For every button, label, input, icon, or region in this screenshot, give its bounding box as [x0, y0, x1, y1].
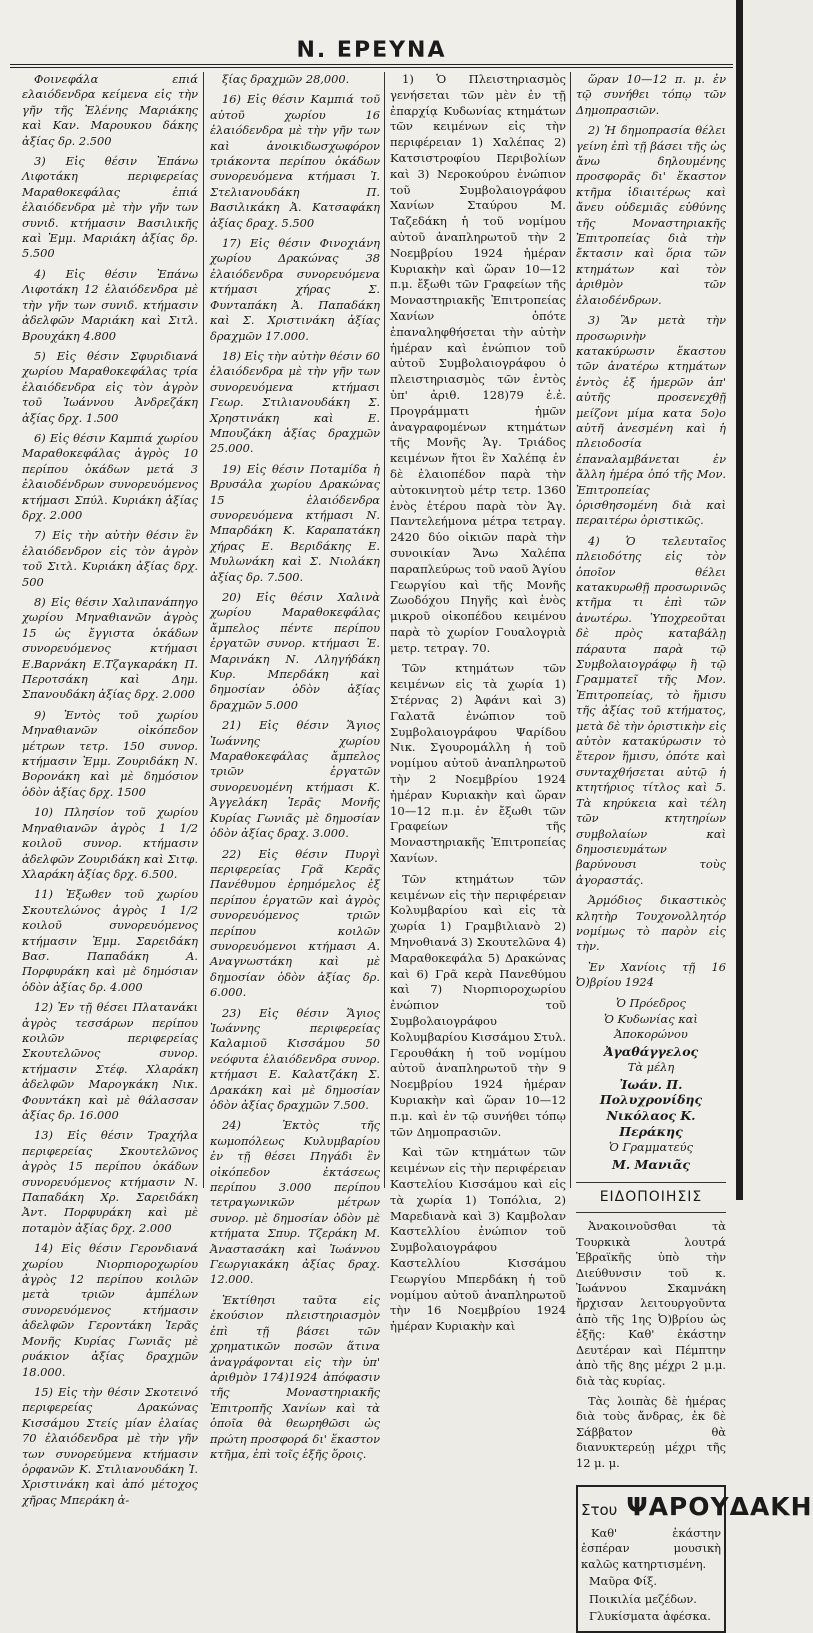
signature-president-label: Ὁ Πρόεδρος — [616, 995, 686, 1010]
article-paragraph: 6) Εἰς θέσιν Καμπιά χωρίου Μαραθοκεφάλας ἀγρὸς 10 περίπου ὀκάδων μετά 3 ἐλαιοδένδρων συνορευόμενος κτήμασι Σπύλ. Κυριάκη ἀξίας δρχ. 2.000 — [22, 430, 198, 522]
article-paragraph: 5) Εἰς θέσιν Σφυριδιανά χωρίου Μαραθοκεφάλας τρία ἐλαιόδενδρα εἰς τὸν ἀγρὸν τοῦ Ἰωάννου Ἀνδρεζάκη ἀξίας δρχ. 1.500 — [22, 348, 198, 425]
article-paragraph: 15) Εἰς τὴν θέσιν Σκοτεινό περιφερείας Δρακώνας Κισσάμου Στείς μίαν ἐλαίας 70 ἐλαιόδενδρα μὲ τὴν γῆν των συνορεύμενα κτήμασιν ὀρφανῶν Κ. Στιλιανουδάκη Ἰ. Χριστινάκη καὶ ἀπό μέτοχος χῆρας Μπεράκη ἀ- — [22, 1384, 198, 1507]
article-paragraph: Καὶ τῶν κτημάτων τῶν κειμένων εἰς τὴν περιφέρειαν Καστελίου Κισσάμου καὶ εἰς τὰ χωρία 1) Τοπόλια, 2) Μαρεδιανὰ καὶ 3) Καμβολαν Καστελλίου ἐνώπιον τοῦ Συμβολαιογράφου Καστελλίου Κισσάμου Γεωργίου Μπερδάκη ἡ τοῦ νομίμου αὐτοῦ ἀναπληρωτοῦ τὴν 16 Νοεμβρίου 1924 ἡμέραν Κυριακὴν καὶ — [390, 1145, 566, 1334]
notice-paragraph: Τὰς λοιπὰς δὲ ἡμέρας διὰ τοὺς ἄνδρας, ἐκ δὲ Σάββατον θὰ διανυκτερεύῃ μέχρι τῆς 12 μ. μ. — [576, 1393, 726, 1470]
column-2 — [210, 72, 380, 1461]
column-1 — [22, 72, 198, 1507]
members-label: Τὰ μέλη — [627, 1060, 675, 1075]
article-paragraph: 19) Εἰς θέσιν Ποταμίδα ἡ Βρυσάλα χωρίου Δρακώνας 15 ἐλαιόδενδρα συνορευόμενα κτήμασι Ν. Μπαρδάκη Κ. Καραπατάκη χήρας Ε. Βεριδάκης Ε. Μυλωνάκη καὶ Σ. Νιολάκη ἀξίας δρ. 7.500. — [210, 461, 380, 584]
masthead-rule — [10, 64, 733, 65]
article-paragraph: 9) Ἐντὸς τοῦ χωρίου Μηναθιανῶν οἰκόπεδον μέτρων τετρ. 150 συνορ. κτήμασιν Ἐμμ. Ζουριδάκη Ν. Βορονάκη καὶ μὲ δημόσιον ὁδὸν ἀξίας δρχ. 1500 — [22, 707, 198, 799]
article-paragraph: 21) Εἰς θέσιν Ἅγιος Ἰωάννης χωρίου Μαραθοκεφάλας ἄμπελος τριῶν ἐργατῶν συνορευομένη κτήμασι Κ. Ἀγγελάκη Ἱερᾶς Μονῆς Κυρίας Γωνιᾶς μὲ δημοσίαν ὁδὸν ἀξίας δραχ. 3.000. — [210, 718, 380, 841]
article-paragraph: 3) Εἰς θέσιν Ἐπάνω Λιφοτάκη περιφερείας Μαραθοκεφάλας ἐπιά ἐλαιόδενδρα μὲ τὴν γῆν των συνιδ. κτήμασιν Βασιλικῆς καὶ Ἐμμ. Μαριάκη ἀξίας δρ. 5.500 — [22, 154, 198, 261]
notice-paragraph: Ἀνακοινοῦσθαι τὰ Τουρκικὰ λουτρά Ἑβραϊκῆς ὑπὸ τὴν Διεύθυνσιν τοῦ κ. Ἰωάννου Σκαμνάκη ἤρχισαν λειτουργοῦντα ἀπὸ τῆς 1ης Ὀ)βρίου ὡς ἑξῆς: Καθ' ἑκάστην Δευτέραν καὶ Πέμπτην ἀπὸ τῆς 8ης μέχρι 2 μ.μ. διὰ τὰς κυρίας. — [576, 1219, 726, 1388]
signature-president-name: Ἀγαθάγγελος — [603, 1043, 699, 1059]
article-paragraph: ὥραν 10—12 π. μ. ἐν τῷ συνήθει τόπῳ τῶν Δημοπρασιῶν. — [576, 72, 726, 117]
advertisement-text: Καθ' ἑκάστην ἑσπέραν μουσικὴ καλῶς κατηρτισμένη. — [581, 1525, 721, 1571]
member-name: Ἰωάν. Π. Πολυχρονίδης — [599, 1076, 703, 1107]
article-paragraph: 11) Ἐξωθεν τοῦ χωρίου Σκουτελώνος ἀγρὸς 1 1/2 κοιλοῦ συνορευόμενος κτήμασιν Ἐμμ. Σαρειδάκη Βασ. Παπαδάκη Α. Πορφυράκη καὶ μὲ δημόσιαν ὁδὸν ἀξίας δρ. 4.000 — [22, 887, 198, 994]
article-paragraph: Τῶν κτημάτων τῶν κειμένων εἰς τὰ χωρία 1) Στέρνας 2) Ἀφάνι καὶ 3) Γαλατᾶ ἐνώπιον τοῦ Συμβολαιογράφου Ψαρίδου Νικ. Σγουρομάλλη ἡ τοῦ νομίμου αὐτοῦ ἀναπληρωτοῦ τὴν 2 Νοεμβρίου 1924 ἡμέραν Κυριακὴν καὶ ὥραν 10—12 π.μ. ἐν ἔξωθι τῶν Γραφείων τῆς Μοναστηριακῆς Ἐπιτροπείας Χανίων. — [390, 661, 566, 866]
article-paragraph: 1) Ὁ Πλειστηριασμὸς γενήσεται τῶν μὲν ἐν τῇ ἐπαρχίᾳ Κυδωνίας κτημάτων τῶν κειμένων εἰς τὴν περιφέρειαν 1) Χαλέπας 2) Κατσιστροφίου Περιβολίων καὶ 3) Νεροκούρου ἐνώπιον τοῦ Συμβολαιογράφου Χανίων Σταύρου Μ. Ταζεδάκη ἡ τοῦ νομίμου αὐτοῦ ἀναπληρωτοῦ τὴν 2 Νοεμβρίου 1924 ἡμέραν Κυριακὴν καὶ ὥραν 10—12 π.μ. ἔξωθι τῶν Γραφείων τῆς Μοναστηριακῆς Ἐπιτροπείας Χανίων ὁπότε ἐπαναληφθήσεται τὴν αὐτὴν ἡμέραν καὶ ἐνώπιον τοῦ αὐτοῦ Συμβολαιογράφου ὁ πλειστηριασμὸς τῶν ἐντὸς ὑπ' ἀριθ. 128)79 ἐ.ἐ. Προγράμματι ἡμῶν ἀναγραφομένων κτημάτων τῆς Μονῆς Ἁγ. Τριάδος κειμένων ἤτοι ἓν Χαλέπᾳ ἐν δὲ ἐλαιοπέδον παρὰ τὴν αὐτοκινητοὺ μέτρ τετρ. 1360 ἑνὸς ἑτέρου παρὰ τὸν Ἁγ. Παντελεήμονα μέτρα τετραγ. 2420 δύο οἰκιῶν παρὰ τὴν συνοικίαν Ἄνω Χαλέπα παραπλεύρως τοῦ ναοῦ Ἁγίου Γεωργίου καὶ τῆς Μονῆς Ζωοδόχου Πηγῆς καὶ ἑνὸς μικροῦ οἰκοπέδου κειμένου παρὰ τὸ χωρίον Γουαλογριὰ μετρ. τετραγ. 70. — [390, 72, 566, 655]
advertisement-title-prefix: Στου — [581, 1500, 618, 1519]
column-separator — [203, 72, 204, 1188]
article-paragraph: 16) Εἰς θέσιν Καμπιά τοῦ αὐτοῦ χωρίου 16 ἐλαιόδενδρα μὲ τὴν γῆν των καὶ ἀνοικιδωσχωφόρον τριάκοντα περίπου ὀκάδων συνορευόμενα κτήμασι Ἰ. Στελιανουδάκη Π. Βασιλικάκη Ἀ. Κατσαφάκη ἀξίας δραχ. 5.500 — [210, 92, 380, 230]
article-paragraph: 4) Εἰς θέσιν Ἐπάνω Λιφοτάκη 12 ἐλαιόδενδρα μὲ τὴν γῆν των συνιδ. κτήμασιν ἀδελφῶν Μαριάκη καὶ Σιτλ. Βρουχάκη 4.800 — [22, 266, 198, 343]
column-separator — [570, 72, 571, 1188]
article-paragraph: 12) Ἐν τῇ θέσει Πλατανάκι ἀγρὸς τεσσάρων περίπου κοιλῶν περιφερείας Σκουτελῶνος συνορ. κτήμασιν Στέφ. Χλαράκη ἀδελφῶν Μαρογκάκη Νικ. Φουντάκη καὶ μὲ θάλασσαν ἀξίας δρ. 16.000 — [22, 1000, 198, 1122]
article-paragraph: 14) Εἰς θέσιν Γερονδιανά χωρίου Νιορπιοροχωρίου ἀγρὸς 12 περίπου κοιλῶν μετὰ τριῶν ἀμπέλων συνορευόμενος κτήμασιν ἀδελφῶν Γεροντάκη Ἱερᾶς Μονῆς Κυρίας Γωνιᾶς μὲ ρυάκιον ἀξίας δραχμῶν 18.000. — [22, 1241, 198, 1379]
article-paragraph: 7) Εἰς τὴν αὐτὴν θέσιν ἓν ἐλαιόδενδρον εἰς τὸν ἀγρὸν τοῦ Σιτλ. Κυριάκη ἀξίας δρχ. 500 — [22, 528, 198, 589]
advertisement-item: Ποικιλία μεζέδων. — [589, 1591, 697, 1606]
article-paragraph: ξίας δραχμῶν 28,000. — [222, 72, 350, 86]
article-paragraph: 3) Ἂν μετὰ τὴν προσωρινὴν κατακύρωσιν ἕκαστου τῶν ἀνατέρω κτημάτων ἐντὸς ἐξ ἡμερῶν ἀπ' αὐτῆς προσενεχθῇ μείζονι μίμα κατα 5ο)ο αὐτῆ ἀνεσμένη καὶ ἡ πλειοδοσία ἐπαναλαμβάνεται ἐν ἄλλη ἡμέρα ὁπό τῆς Μον. Ἐπιτροπείας ὁρισθησομένη διὰ καὶ περαιτέρω ὁριστικῶς. — [576, 313, 726, 528]
article-paragraph: 18) Εἰς τὴν αὐτὴν θέσιν 60 ἐλαιόδενδρα μὲ τὴν γῆν των συνορευόμενα κτήμασι Γεωρ. Στιλιανουδάκη Σ. Χρηστινάκη καὶ Ε. Μπουζάκη ἀξίας δραχμῶν 25.000. — [210, 348, 380, 456]
notice-heading: ΕΙΔΟΠΟΙΗΣΙΣ — [576, 1182, 726, 1213]
article-paragraph: Ἐκτίθησι ταῦτα εἰς ἐκούσιον πλειστηριασμὸν ἐπὶ τῇ βάσει τῶν χρηματικῶν ποσῶν ἅτινα ἀναγράφονται εἰς τὴν ὑπ' ἀριθμὸν 174)1924 ἀπόφασιν τῆς Μοναστηριακῆς Ἐπιτροπῆς Χανίων καὶ τὰ ὁποῖα θὰ θεωρηθῶσι ὡς πρώτη προσφορά δι' ἕκαστον κτῆμα, ἐπὶ τοῖς ἑξῆς ὅροις. — [210, 1292, 380, 1461]
secretary-label: Ὁ Γραμματεύς — [609, 1140, 693, 1155]
article-paragraph: Ἀρμόδιος δικαστικὸς κλητὴρ Τουχονολλητόρ νομίμως τὸ παρὸν εἰς τὴν. — [576, 893, 726, 954]
column-separator — [384, 72, 385, 1188]
article-paragraph: 22) Εἰς θέσιν Πυργὶ περιφερείας Γρᾶ Κερᾶς Πανέθυμου ἐρημόμελος ἐξ περίπου ἐργατῶν καὶ ἀγρὸς συνορευόμενος τριῶν περίπου κοιλῶν συνορευόμενοι κτήμασι Α. Αναγνωστάκη καὶ μὲ δημοσίαν ὁδὸν ἀξίας δρ. 6.000. — [210, 846, 380, 1000]
article-paragraph: 10) Πλησίον τοῦ χωρίου Μηναθιανῶν ἀγρὸς 1 1/2 κοιλοῦ συνορ. κτήμασιν ἀδελφῶν Ζουριδάκη καὶ Σιτφ. Χλαράκη ἀξίας δρχ. 6.500. — [22, 805, 198, 881]
advertisement-title — [581, 1491, 813, 1526]
column-4 — [576, 72, 813, 1623]
member-name: Νικόλαος Κ. Περάκης — [606, 1108, 696, 1139]
secretary-name: Μ. Μανιᾶς — [612, 1156, 690, 1172]
article-paragraph: 23) Εἰς θέσιν Ἅγιος Ἰωάννης περιφερείας Καλαμιοῦ Κισσάμου 50 νεόφυτα ἐλαιόδενδρα συνορ. κτήμασι Ε. Καλατζάκη Σ. Δρακάκη καὶ μὲ δημοσίαν ὁδὸν ἀξίας δραχμῶν 7.500. — [210, 1005, 380, 1112]
article-paragraph: Ἐν Χανίοις τῇ 16 Ὀ)βρίου 1924 — [576, 959, 726, 990]
advertisement-item: Γλυκίσματα ἀφέσκα. — [589, 1608, 711, 1623]
article-paragraph: 4) Ὁ τελευταῖος πλειοδότης εἰς τὸν ὁποῖον θέλει κατακυρωθῇ προσωρινῶς κτῆμα τι ἐπὶ τῶν ἀνωτέρω. Ὑποχρεοῦται δὲ πρὸς καταβάλῃ πάραυτα παρὰ τῷ Συμβολαιογράφῳ ἢ τῷ Γραμματεῖ τῆς Μον. Ἐπιτροπείας, τὸ ἥμισυ τῆς ἀξίας τοῦ κτήματος, μετὰ δὲ τὴν ὁριστικὴν εἰς αὐτὸν κατακύρωσιν τὸ ἕτερον ἥμισυ, ὁπότε καὶ συνταχθήσεται αὐτῷ ἡ κτητήριος τίτλος καὶ 5. Τὰ κηρύκεια καὶ τέλη τῶν κτητηρίων συμβολαίων καὶ δημοσιευμάτων βαρύνουσι τοὺς ἀγοραστάς. — [576, 533, 726, 887]
article-paragraph: Τῶν κτημάτων τῶν κειμένων εἰς τὴν περιφέρειαν Κολυμβαρίου καὶ εἰς τὰ χωρία 1) Γραμβιλιανὸ 2) Μηνοθιανά 3) Σκουτελῶνα 4) Μαραθοκεφάλα 5) Δρακώνας καὶ 6) Γρᾶ κερὰ Πανεθύμου καὶ 7) Νιορπιοροχωρίου ἐνώπιον τοῦ Συμβολαιογράφου Κολυμβαρίου Κισσάμου Στυλ. Γερουθάκη ἡ τοῦ νομίμου αὐτοῦ ἀναπληρωτοῦ τὴν 9 Νοεμβρίου 1924 ἡμέραν Κυριακὴν καὶ ὥραν 10—12 π.μ. καὶ ἐν τῷ συνήθει τόπῳ τῶν Δημοπρασιῶν. — [390, 871, 566, 1139]
advertisement-item: Μαῦρα Φίξ. — [589, 1574, 657, 1589]
article-paragraph: 17) Εἰς θέσιν Φινοχιάνη χωρίου Δρακώνας 38 ἐλαιόδενδρα συνορευόμενα κτήμασι χήρας Σ. Φυνταπάκη Ἀ. Παπαδάκη καὶ Σ. Χριστινάκη ἀξίας δραχμῶν 17.000. — [210, 236, 380, 343]
article-paragraph: 20) Εἰς θέσιν Χαλινὰ χωρίου Μαραθοκεφάλας ἄμπελος πέντε περίπου ἐργατῶν συνορ. κτήμασι Ἐ. Μαρινάκη Ν. Λληγήδάκη Κυρ. Μπερδάκη καὶ δημοσίαν ὁδὸν ἀξίας δραχμῶν 5.000 — [210, 590, 380, 712]
article-paragraph: 24) Ἐκτὸς τῆς κωμοπόλεως Κυλυμβαρίου ἐν τῇ θέσει Πηγάδι ἓν οἰκόπεδον ἐκτάσεως περίπου 3.000 περίπου τετραγωνικῶν μέτρων συνορ. μὲ δημοσίαν ὁδὸν μὲ κτήματα Σπυρ. Τζεράκη Μ. Ἀναστασάκη καὶ Ἰωάννου Γεωργιακάκη ἀξίας δραχ. 12.000. — [210, 1118, 380, 1287]
article-paragraph: 2) Ἡ δημοπρασία θέλει γείνη ἐπὶ τῇ βάσει τῆς ὡς ἄνω δηλουμένης προσφορᾶς δι' ἕκαστον κτῆμα ἰδιαιτέρως καὶ ἄνευ οὐδεμιᾶς εὐθύνης τῆς Μοναστηριακῆς Ἐπιτροπείας διὰ τὴν ἔκτασιν καὶ ὅρια τῶν κτημάτων καὶ τὸν ἀριθμὸν τῶν ἐλαιοδένδρων. — [576, 123, 726, 307]
masthead-rule-lower — [10, 67, 733, 68]
article-paragraph: Φοινεφάλα επιά ελαιόδενδρα κείμενα εἰς τὴν γῆν τῆς Ἑλένης Μαριάκης καὶ Καν. Μαρουκου δάκης ἀξίας δρ. 2.500 — [22, 72, 198, 148]
advertisement-box — [576, 1485, 813, 1633]
page-edge — [736, 0, 743, 1200]
signature-president-title: Ὁ Κυδωνίας καὶ Ἀποκορώνου — [604, 1011, 698, 1042]
article-paragraph: 8) Εἰς θέσιν Χαλιπανάπηγο χωρίου Μηναθιανῶν ἀγρὸς 15 ὡς ἔγγιστα ὀκάδων συνορευόμενος κτήμασι Ε.Βαρνάκη Ε.Τζαγκαράκη Π. Περοτσάκη καὶ Δημ. Σπανουδάκη ἀξίας δρχ. 2.000 — [22, 595, 198, 702]
advertisement-title-name: ΨΑΡΟΥΔΑΚΗ — [626, 1491, 813, 1521]
column-3 — [390, 72, 566, 1334]
newspaper-title: Ν. ΕΡΕΥΝΑ — [296, 38, 447, 63]
article-paragraph: 13) Εἰς θέσιν Τραχήλα περιφερείας Σκουτελῶνος ἀγρὸς 15 περίπου ὀκάδων συνορευόμενος κτήμασιν Ν. Παπαδάκη Χρ. Σαρειδάκη Ἀντ. Πορφυράκη καὶ μὲ ποταμὸν ἀξίας δρχ. 2.000 — [22, 1128, 198, 1235]
masthead — [0, 0, 743, 70]
